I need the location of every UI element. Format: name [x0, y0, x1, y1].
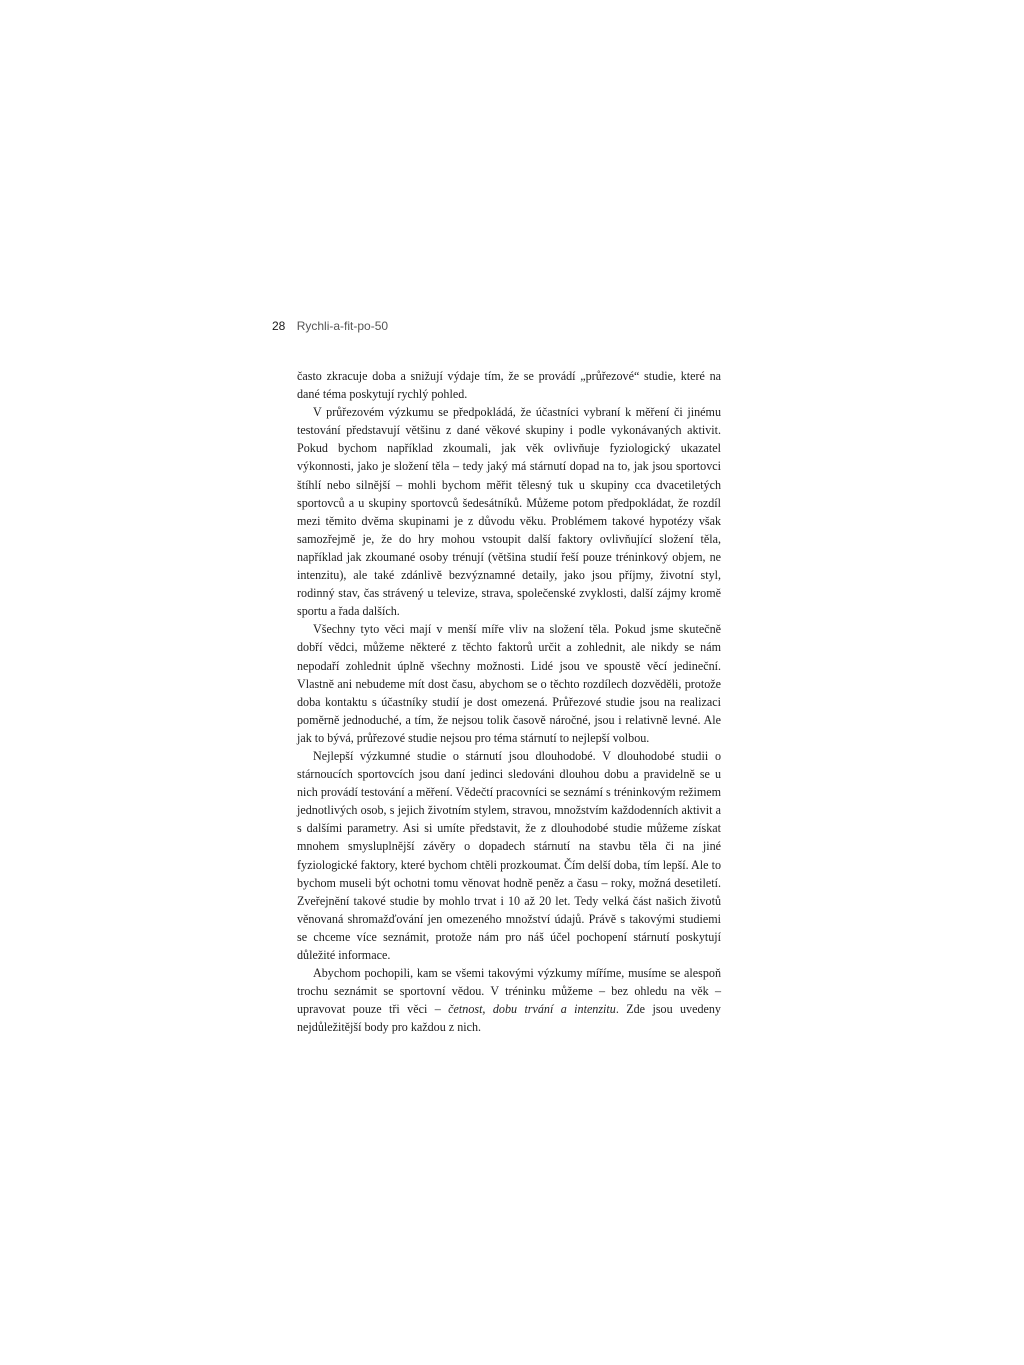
paragraph-text-end: . Zde jsou uvedeny nejdůležitější body pro každou z nich. — [297, 1002, 721, 1035]
paragraph-text-start: Abychom pochopili, kam se všemi takovými výzkumy míříme, musíme se alespoň trochu seznámit se sportovní vědou. V tréninku můžeme – bez ohledu na věk – upravovat pouze tři věci – — [297, 966, 721, 1017]
page-header — [272, 319, 388, 333]
paragraph-continued: často zkracuje doba a snižují výdaje tím, že se provádí „průřezové“ studie, které na dané téma poskytují rychlý pohled. — [297, 369, 721, 402]
paragraph-cross-sectional-research: V průřezovém výzkumu se předpokládá, že účastníci vybraní k měření či jinému testování představují většinu z dané věkové skupiny i podle vykonávaných aktivit. Pokud bychom například zkoumali, jak věk ovlivňuje fyziologický ukazatel výkonnosti, jako je složení těla – tedy jaký má stárnutí dopad na to, jak jsou sportovci štíhlí nebo silnější – mohli bychom měřit tělesný tuk u skupiny cca dvacetiletých sportovců a u skupiny sportovců šedesátníků. Můžeme potom předpokládat, že rozdíl mezi těmito dvěma skupinami je z důvodu věku. Problémem takové hypotézy však samozřejmě je, že do hry mohou vstoupit další faktory ovlivňující složení těla, například jak zkoumané osoby trénují (většina studií řeší pouze tréninkový objem, ne intenzitu), ale také zdánlivě bezvýznamné detaily, jako jsou příjmy, životní styl, rodinný stav, čas strávený u televize, strava, společenské zvyklosti, další zájmy kromě sportu a řada dalších. — [297, 405, 721, 619]
paragraph-training-variables — [297, 964, 721, 1036]
page-number: 28 — [272, 319, 286, 333]
paragraph-longitudinal-studies: Nejlepší výzkumné studie o stárnutí jsou dlouhodobé. V dlouhodobé studii o stárnoucích sportovcích jsou daní jedinci sledováni dlouhou dobu a pravidelně se u nich provádí testování a měření. Vědečtí pracovníci se seznámí s tréninkovým režimem jednotlivých osob, s jejich životním stylem, stravou, množstvím každodenních aktivit a s dalšími parametry. Asi si umíte představit, že z dlouhodobé studie můžeme získat mnohem smysluplnější závěry o dopadech stárnutí na stavbu těla či na jiné fyziologické faktory, které bychom chtěli prozkoumat. Čím delší doba, tím lepší. Ale to bychom museli být ochotni tomu věnovat hodně peněz a času – roky, možná desetiletí. Zveřejnění takové studie by mohlo trvat i 10 až 20 let. Tedy velká část našich životů věnovaná shromažďování jen omezeného množství údajů. Právě s takovými studiemi se chceme více seznámit, protože nám pro náš účel pochopení stárnutí poskytují důležité informace. — [297, 748, 721, 962]
running-title: Rychli-a-fit-po-50 — [296, 319, 389, 333]
emphasized-text: četnost, dobu trvání a intenzitu — [448, 1002, 616, 1017]
paragraph-body-composition-factors: Všechny tyto věci mají v menší míře vliv na složení těla. Pokud jsme skutečně dobří vědci, můžeme některé z těchto faktorů určit a zohlednit, ale nikdy se nám nepodaří zohlednit úplně všechny možnosti. Lidé jsou ve spoustě věcí jedineční. Vlastně ani nebudeme mít dost času, abychom se o těchto rozdílech dozvěděli, protože doba kontaktu s účastníky studií je dost omezená. Průřezové studie jsou na realizaci poměrně jednoduché, a tím, že nejsou tolik časově náročné, jsou i relativně levné. Ale jak to bývá, průřezové studie nejsou pro téma stárnutí to nejlepší volbou. — [297, 622, 721, 745]
body-text — [297, 367, 721, 1036]
